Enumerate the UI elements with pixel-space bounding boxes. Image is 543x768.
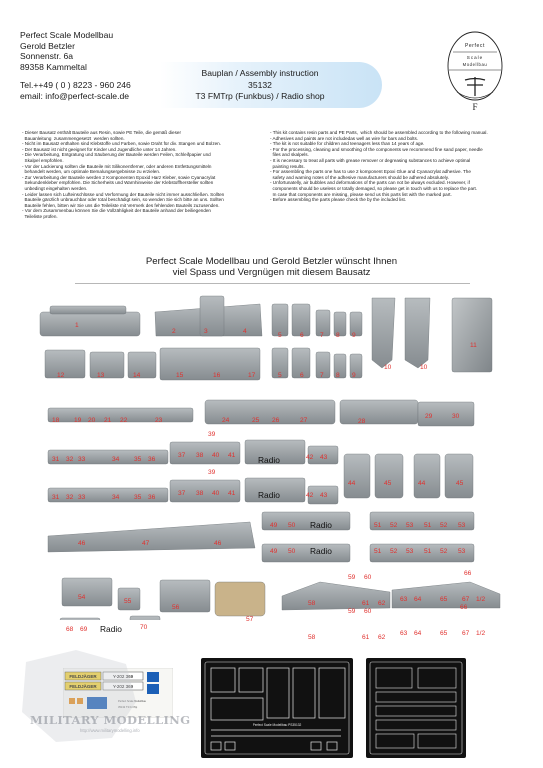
instruction-line: painting results.	[270, 163, 305, 169]
instruction-line: - Unfortunatelly, air bubbles and deformations of the parts can not be always excluded. However, if	[270, 180, 470, 186]
part-label: 53	[406, 548, 414, 555]
part-label: 37	[178, 452, 186, 459]
instruction-line: safety and warning notes of the adhesive manufacturers should be adhered absolutely.	[270, 174, 449, 180]
part-label: 49	[270, 548, 278, 555]
part-label: 52	[440, 522, 448, 529]
logo-letter: F	[472, 102, 478, 112]
part-label: 34	[112, 494, 120, 501]
company-phone: Tel.++49 ( 0 ) 8223 - 960 246	[20, 80, 131, 91]
part-label: 29	[425, 413, 433, 420]
instruction-line: files and skalpels.	[270, 152, 309, 158]
part-label: 8	[336, 332, 340, 339]
part-label: 50	[288, 522, 296, 529]
part-label: 14	[133, 372, 141, 379]
part-label: 11	[470, 342, 477, 349]
part-label: 3	[204, 328, 208, 335]
part-label: 59	[348, 574, 356, 581]
instruction-line: Bauteile gänzlich unbrauchbar oder total beschädigt sein, so wenden Sie sich bitte an uns. Sollten	[22, 197, 224, 203]
instruction-line: - Nicht im Bausatz enthalten sind Klebstoffe und Farben, sowie Draht für div. Stangen und Bolzen.	[22, 141, 222, 147]
part-label: 23	[155, 417, 163, 424]
part-label: 43	[320, 492, 328, 499]
part-label: 67	[462, 630, 470, 637]
part-label: 40	[212, 490, 220, 497]
part-label: 21	[104, 417, 112, 424]
part-label: 24	[222, 417, 230, 424]
instruction-line: - For the processing, cleaning and smoothing of the components we recommend fine sand paper, needle	[270, 146, 483, 152]
part-label: 45	[456, 480, 464, 487]
instruction-line: Sekundenkleber empfohlen. Die Sicherheits und Warnhinweise der Klebstoffhersteller sollten	[22, 180, 214, 186]
part-label: 56	[172, 604, 180, 611]
instruction-line: - Die Verarbeitung, Entgratung und Säuberung der Bauteile werden Feilen, Schleifpapier und	[22, 152, 211, 158]
part-label: 1	[75, 322, 79, 329]
part-label: 25	[252, 417, 260, 424]
part-label: 2	[172, 328, 176, 335]
banner-kit-number: 35132	[248, 79, 272, 90]
part-label: 52	[390, 548, 398, 555]
part-label: 65	[440, 630, 448, 637]
instruction-line: behandelt werden, um optimale Bemalungsergebnisse zu erzielen.	[22, 169, 161, 175]
part-label: 35	[134, 494, 142, 501]
part-label: 10	[384, 364, 392, 371]
part-label: 6	[300, 332, 304, 339]
logo-line1: Perfect	[464, 43, 486, 49]
logo-line2: Scale	[466, 55, 484, 60]
part-label: 44	[348, 480, 356, 487]
part-labels-lower	[0, 600, 543, 640]
part-label: 1/2	[476, 596, 486, 603]
part-label: 28	[358, 418, 366, 425]
part-label: 61	[362, 634, 370, 641]
instruction-line: unbedingt eingehalten werden.	[22, 185, 88, 191]
radio-label: Radio	[100, 624, 122, 634]
part-label: 7	[320, 332, 324, 339]
decal-plate1-number: Y-202 369	[112, 674, 134, 679]
part-label: 15	[176, 372, 184, 379]
part-label: 43	[320, 454, 328, 461]
decal-plate2-number: Y-202 369	[112, 684, 134, 689]
part-label: 53	[458, 522, 466, 529]
instruction-line: Bauteile fehlen, bitten wir Sie uns die Teileliste mit Vermerk des fehlenden Bauteils zuzusenden.	[22, 202, 220, 208]
part-label: 65	[440, 596, 448, 603]
logo-line3: Modellbau	[462, 62, 488, 67]
part-label: 49	[270, 522, 278, 529]
company-name: Perfect Scale Modellbau	[20, 30, 114, 40]
banner-kit-name: T3 FMTrp (Funkbus) / Radio shop	[195, 91, 325, 101]
part-label: 18	[52, 417, 60, 424]
part-label: 31	[52, 456, 60, 463]
radio-label: Radio	[310, 520, 332, 530]
part-label: 52	[390, 522, 398, 529]
part-label: 41	[228, 452, 236, 459]
part-label: 34	[112, 456, 120, 463]
part-label: 38	[196, 452, 204, 459]
part-label: 1/2	[476, 630, 486, 637]
part-label: 31	[52, 494, 60, 501]
part-label: 5	[278, 332, 282, 339]
instruction-line: Skalpel empfohlen.	[22, 157, 64, 163]
instruction-line: - Adhesives and paints are not includedas well as wire for bars and bolts.	[270, 135, 419, 141]
part-label: 9	[352, 332, 356, 339]
decal-plate1: FELDJÄGER	[69, 674, 97, 679]
part-label: 38	[196, 490, 204, 497]
instruction-line: Bauanleitung zusammengesetzt werden sollten.	[22, 135, 125, 141]
part-label: 42	[306, 492, 314, 499]
instruction-line: - The kit is not suitable for children and teenagers less than 14 years of age.	[270, 141, 425, 147]
part-label: 60	[364, 608, 372, 615]
part-label: 69	[80, 626, 88, 633]
part-label: 64	[414, 630, 422, 637]
part-label: 66	[460, 604, 468, 611]
map-watermark-icon	[16, 642, 146, 752]
company-email[interactable]: email: info@perfect-scale.de	[20, 90, 130, 101]
perfect-scale-logo	[443, 30, 507, 112]
part-label: 12	[57, 372, 65, 379]
part-label: 41	[228, 490, 236, 497]
part-label: 36	[148, 456, 156, 463]
part-label: 26	[272, 417, 280, 424]
part-label: 63	[400, 596, 408, 603]
banner	[160, 68, 360, 103]
greeting-line1: Perfect Scale Modellbau und Gerold Betzler wünscht Ihnen	[145, 256, 398, 267]
part-label: 27	[300, 417, 308, 424]
instruction-line: - Before assembling the parts please check the by the included list.	[270, 197, 407, 203]
instruction-line: - Vor dem Zusammenbau können Sie die Vollzähligkeit der Bauteile anhand der beiliegenden	[22, 208, 211, 214]
part-label: 64	[414, 596, 422, 603]
part-label: 17	[248, 372, 256, 379]
part-label: 4	[243, 328, 247, 335]
part-label: 13	[97, 372, 105, 379]
instruction-line: - Vor der Lackierung sollten die Bauteile mit Silikonentferner, oder anderen Entfettungsmitteln	[22, 163, 212, 169]
part-label: 57	[246, 616, 254, 623]
radio-label: Radio	[258, 490, 280, 500]
part-label: 32	[66, 494, 74, 501]
part-label: 58	[308, 600, 316, 607]
part-label: 51	[374, 522, 382, 529]
company-person: Gerold Betzler	[20, 40, 75, 51]
part-label: 30	[452, 413, 460, 420]
instructions-german	[22, 130, 258, 220]
instructions-english	[270, 130, 522, 203]
instruction-line: - Leider lassen sich Lufteinschlüsse und Verformung der Bauteile nicht immer ausschließen. Sollten	[22, 191, 225, 197]
instruction-line: - Der Bausatz ist nicht geeignet für Kinder und Jugendliche unter 14 Jahren.	[22, 146, 177, 152]
watermark-url: http://www.militarymodelling.info	[80, 728, 140, 733]
part-label: 8	[336, 372, 340, 379]
part-label: 45	[384, 480, 392, 487]
instruction-line: - For assembling the parts one has to use 2 komponent Epoxi Glue and Cyanacrylat adhesive. The	[270, 169, 471, 175]
part-label: 67	[462, 596, 470, 603]
part-label: 55	[124, 598, 132, 605]
part-label: 7	[320, 372, 324, 379]
part-label: 50	[288, 548, 296, 555]
part-label: 59	[348, 608, 356, 615]
part-label: 20	[88, 417, 96, 424]
part-label: 19	[74, 417, 82, 424]
part-label: 42	[306, 454, 314, 461]
part-label: 62	[378, 600, 386, 607]
company-street: Sonnenstr. 6a	[20, 51, 74, 62]
part-label: 52	[440, 548, 448, 555]
decal-footer: Perfect Scale Modellbau	[118, 700, 147, 703]
part-label: 35	[134, 456, 142, 463]
part-label: 51	[424, 548, 432, 555]
watermark-text: MILITARY MODELLING	[30, 713, 191, 727]
company-city: 89358 Kammeltal	[20, 61, 87, 72]
instruction-line: - This kit contains resin parts and PE Parts, which should be assembled according to the following manual.	[270, 130, 488, 135]
part-label: 33	[78, 494, 86, 501]
instruction-line: - Dieser Bausatz enthält Bauteile aus Resin, sowie PE Teile, die gemäß dieser	[22, 130, 181, 135]
part-label: 39	[208, 469, 216, 476]
part-label: 68	[66, 626, 74, 633]
part-label: 66	[464, 570, 472, 577]
part-label: 51	[374, 548, 382, 555]
greeting-title	[60, 256, 483, 278]
part-label: 9	[352, 372, 356, 379]
instruction-line: Teileliste prüfen.	[22, 213, 58, 219]
part-label: 70	[140, 624, 148, 631]
part-label: 53	[406, 522, 414, 529]
part-label: 37	[178, 490, 186, 497]
part-label: 5	[278, 372, 282, 379]
banner-title: Bauplan / Assembly instruction	[201, 68, 319, 78]
part-label: 61	[362, 600, 370, 607]
radio-label: Radio	[258, 455, 280, 465]
part-label: 58	[308, 634, 316, 641]
divider	[75, 283, 470, 284]
part-label: 44	[418, 480, 426, 487]
greeting-line2: viel Spass und Vergnügen mit diesem Bausatz	[172, 267, 371, 278]
company-address	[20, 30, 131, 102]
instruction-line: - Zur Verarbeitung der Bauteile werden 2 Komponenten Epoxid Harz Kleber, sowie Cyanacrylat	[22, 174, 216, 180]
part-label: 46	[214, 540, 222, 547]
instruction-line: In case that components are missing, please send us this parts list with the marked part.	[270, 191, 452, 197]
photo-etch-sheet-large	[201, 658, 353, 758]
instruction-line: - It is necessary to treat all parts with grease remover or degreasing substances to achieve optimal	[270, 157, 471, 163]
decal-plate2: FELDJÄGER	[69, 684, 97, 689]
part-label: 33	[78, 456, 86, 463]
part-label: 60	[364, 574, 372, 581]
part-label: 47	[142, 540, 150, 547]
radio-label: Radio	[310, 546, 332, 556]
part-label: 16	[213, 372, 221, 379]
instruction-line: components should be useless or totally demaged, so please get in touch with us to replace the part.	[270, 185, 478, 191]
part-labels	[0, 290, 543, 634]
part-label: 63	[400, 630, 408, 637]
part-label: 22	[120, 417, 128, 424]
part-label: 36	[148, 494, 156, 501]
decal-code: 35132 T3 FmTrp	[118, 706, 138, 709]
part-label: 40	[212, 452, 220, 459]
part-label: 6	[300, 372, 304, 379]
part-label: 53	[458, 548, 466, 555]
part-label: 39	[208, 431, 216, 438]
pe-sheet-label: Perfect Scale Modellbau PS35132	[252, 723, 302, 727]
part-label: 10	[420, 364, 428, 371]
part-label: 54	[78, 594, 86, 601]
part-label: 62	[378, 634, 386, 641]
photo-etch-sheet-small	[366, 658, 466, 758]
part-label: 51	[424, 522, 432, 529]
part-label: 32	[66, 456, 74, 463]
part-label: 46	[78, 540, 86, 547]
